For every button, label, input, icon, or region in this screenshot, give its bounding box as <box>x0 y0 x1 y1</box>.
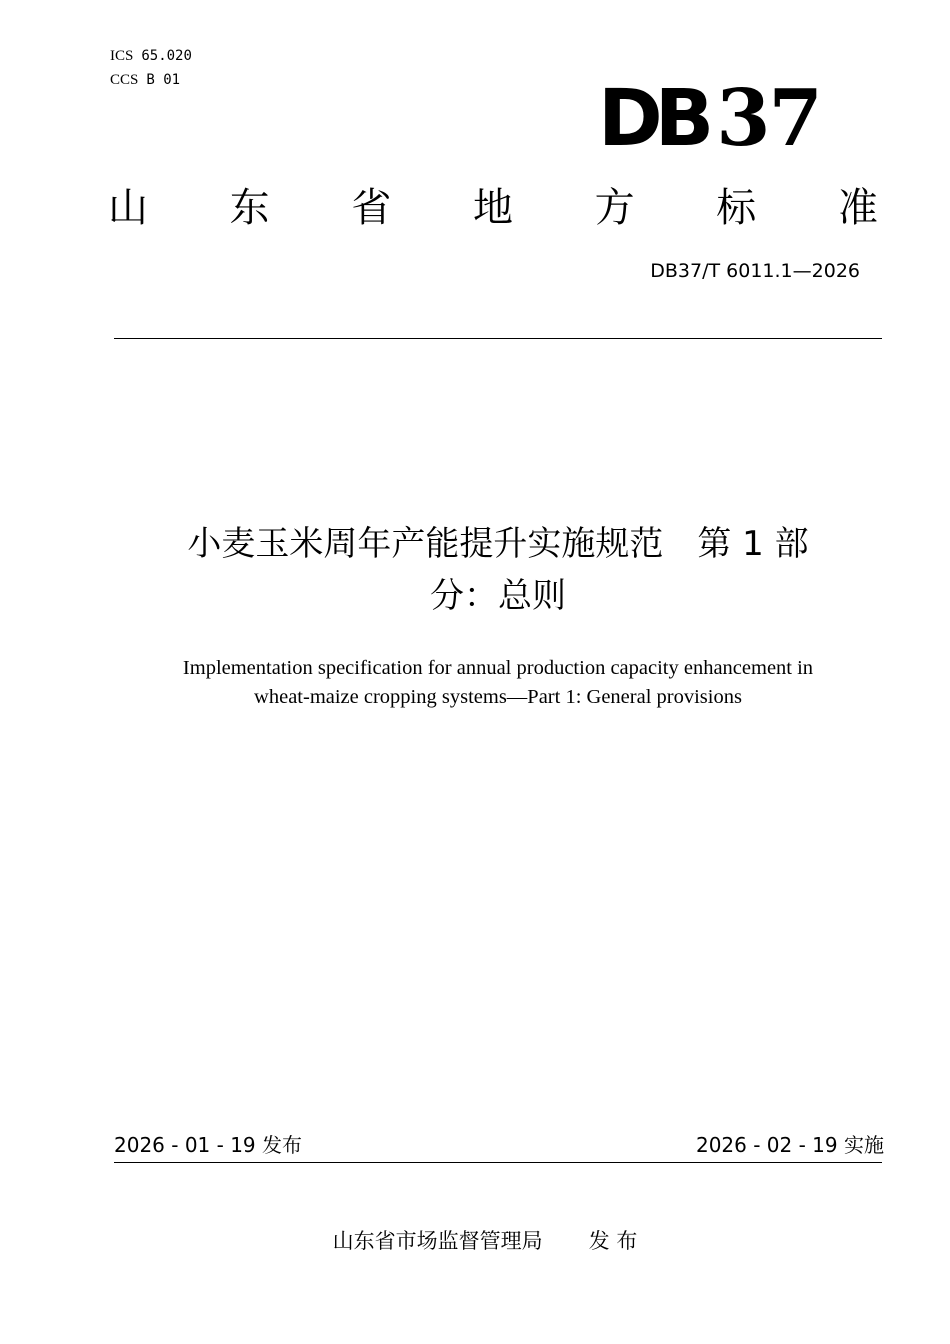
title-en-line-1: Implementation specification for annual production capacity enhancement in <box>182 657 814 679</box>
bottom-divider <box>114 1162 882 1163</box>
standard-level-heading <box>108 180 878 236</box>
standard-level-char: 准 <box>837 185 878 231</box>
document-title-english <box>110 654 886 712</box>
title-cn-line-2: 分：总则 <box>430 576 566 616</box>
implementation-date: 2026 - 02 - 19 实施 <box>695 1133 884 1157</box>
top-divider <box>114 338 882 339</box>
release-date: 2026 - 01 - 19 发布 <box>114 1133 303 1157</box>
publisher-organization: 山东省市场监督管理局 <box>332 1229 543 1253</box>
ccs-code: B 01 <box>146 72 181 88</box>
ccs-label: CCS <box>110 72 139 88</box>
standard-level-char: 东 <box>229 185 270 231</box>
title-cn-line-1: 小麦玉米周年产能提升实施规范 第 1 部 <box>187 524 809 564</box>
db37-logo <box>598 73 821 164</box>
standard-level-char: 方 <box>594 185 635 231</box>
standard-level-char: 省 <box>351 185 392 231</box>
logo-letters: DB <box>598 74 707 164</box>
title-en-line-2: wheat-maize cropping systems—Part 1: General provisions <box>254 686 742 708</box>
standard-level-char: 标 <box>716 185 757 231</box>
ccs-classification <box>110 71 180 89</box>
ics-code: 65.020 <box>141 48 192 64</box>
standard-level-char: 地 <box>472 185 513 231</box>
publisher-line <box>0 1226 950 1256</box>
ics-label: ICS <box>110 48 134 64</box>
ics-classification <box>110 47 192 65</box>
standard-level-char: 山 <box>108 185 148 231</box>
document-title-chinese <box>110 518 886 622</box>
logo-digits: 37 <box>716 73 821 164</box>
publisher-action: 发 布 <box>588 1229 638 1253</box>
standard-number: DB37/T 6011.1—2026 <box>650 260 860 282</box>
